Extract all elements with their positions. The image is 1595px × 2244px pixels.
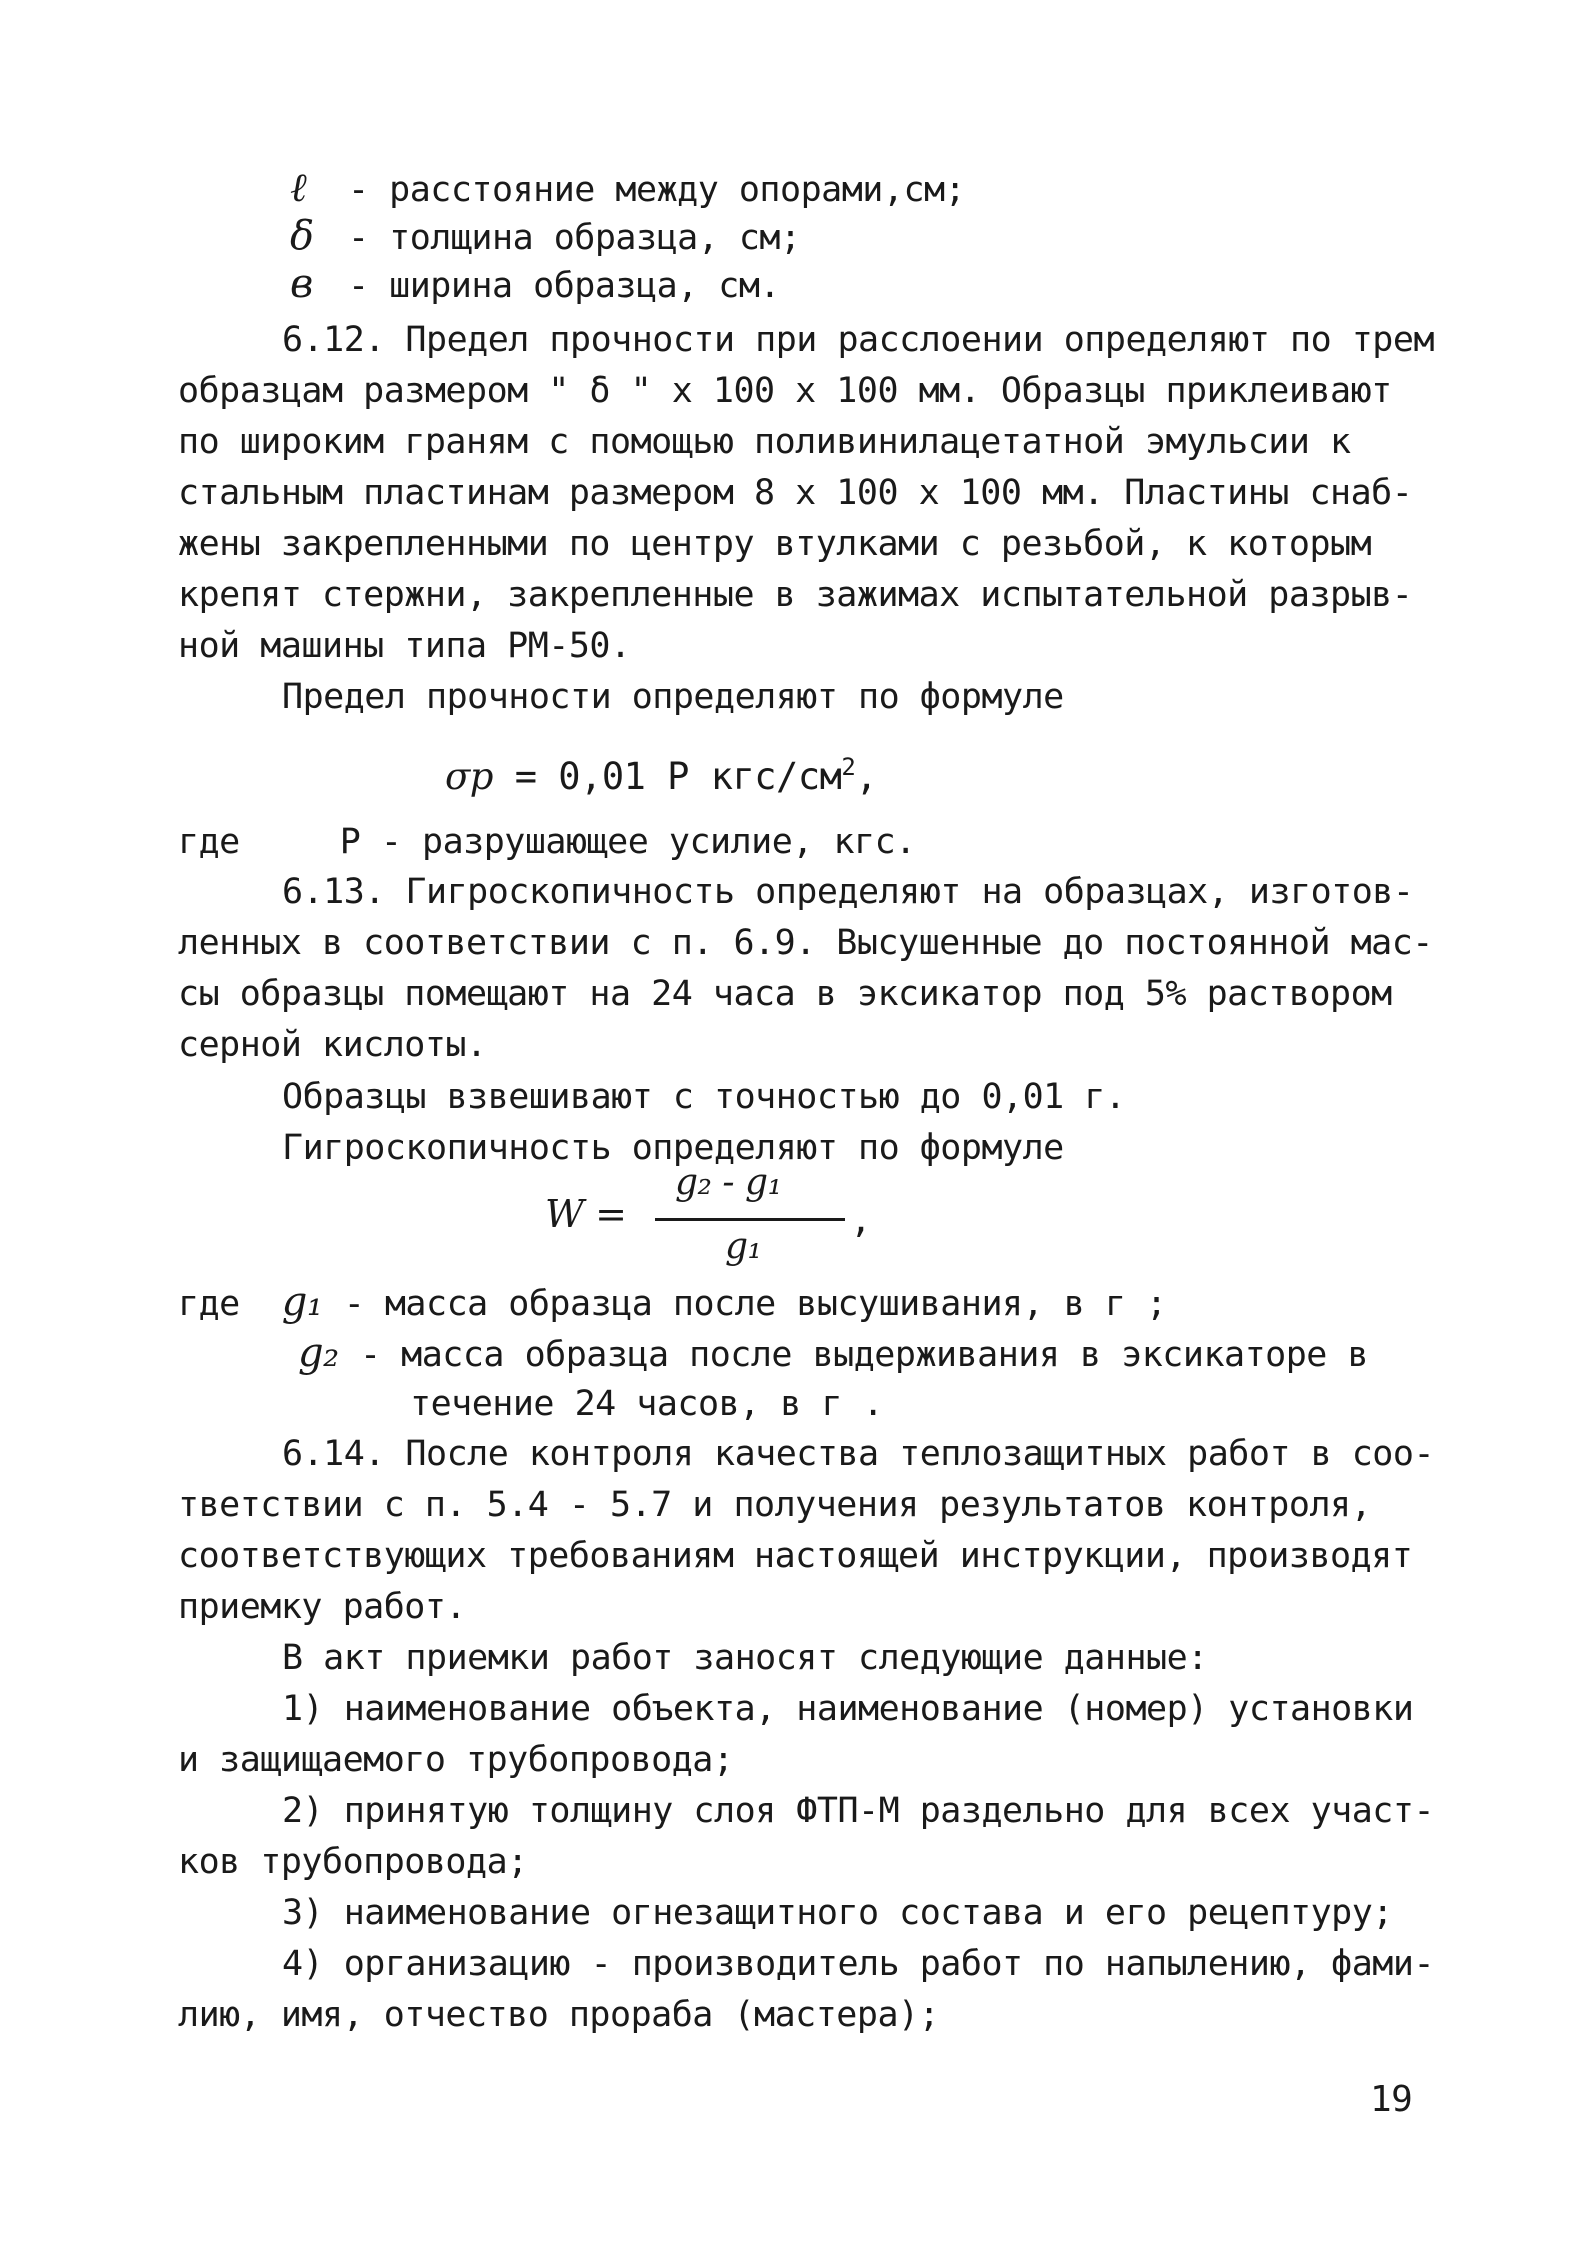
symbol-b: в [290,261,313,307]
formula2-fraction-bar [655,1218,845,1221]
def-b-text: - ширина образца, см. [348,266,781,306]
symbol-l: ℓ [290,165,307,211]
p612-line-7: ной машины типа РМ-50. [178,626,631,666]
p612-line-1: 6.12. Предел прочности при расслоении определяют по трем [282,320,1435,360]
def-delta-text: - толщина образца, см; [348,218,801,258]
where2-row1 [178,1280,1167,1326]
p612-line-5: жены закрепленными по центру втулками с резьбой, к которым [178,524,1372,564]
formula1-rhs: = 0,01 Р кгс/см [514,755,842,798]
p612-line-4: стальным пластинам размером 8 х 100 х 100 мм. Пластины снаб- [178,473,1413,513]
p612-line-3: по широким граням с помощью поливинилацетатной эмульсии к [178,422,1351,462]
p614-line-2: тветствии с п. 5.4 - 5.7 и получения результатов контроля, [178,1485,1372,1525]
p613-line-3: сы образцы помещают на 24 часа в эксикатор под 5% раствором [178,974,1392,1014]
formula2-denominator: g₁ [725,1226,762,1267]
p612-line-2: образцам размером " δ " х 100 х 100 мм. Образцы приклеивают [178,371,1392,411]
item-2-line-1: 2) принятую толщину слоя ФТП-М раздельно для всех участ- [282,1791,1435,1831]
def-b [290,262,780,308]
p613-line-2: ленных в соответствии с п. 6.9. Высушенные до постоянной мас- [178,923,1433,963]
where1 [178,820,916,864]
p614-line-1: 6.14. После контроля качества теплозащитных работ в соо- [282,1434,1435,1474]
def-delta [290,214,801,260]
formula1-lhs: σр [445,755,493,798]
item-3: 3) наименование огнезащитного состава и его рецептуру; [282,1893,1393,1933]
item-2-line-2: ков трубопровода; [178,1842,528,1882]
formula2-intro: Гигроскопичность определяют по формуле [282,1128,1064,1168]
act-intro: В акт приемки работ заносят следующие данные: [282,1638,1208,1678]
def-l-text: - расстояние между опорами,см; [348,170,966,210]
item-4-line-2: лию, имя, отчество прораба (мастера); [178,1995,940,2035]
item-4-line-1: 4) организацию - производитель работ по напылению, фами- [282,1944,1435,1984]
where2-row2 [298,1331,1368,1377]
item-1-line-2: и защищаемого трубопровода; [178,1740,734,1780]
p614-line-4: приемку работ. [178,1587,467,1627]
where2-g1-text: - масса образца после высушивания, в г ; [343,1284,1167,1324]
p614-line-3: соответствующих требованиям настоящей инструкции, производят [178,1536,1413,1576]
formula2-lhs: W = [545,1192,627,1236]
where2-g2-text: - масса образца после выдерживания в эксикаторе в [360,1335,1369,1375]
symbol-g1: g₁ [281,1279,323,1325]
p613-line-4: серной кислоты. [178,1025,487,1065]
formula1-tail: , [855,755,878,798]
where1-text: Р - разрушающее усилие, кгс. [339,822,916,862]
where2-label: где [178,1284,240,1324]
p613-line-1: 6.13. Гигроскопичность определяют на образцах, изготов- [282,872,1414,912]
where2-row3: течение 24 часов, в г . [410,1384,884,1424]
formula1 [445,755,877,799]
def-l [290,166,965,212]
weigh-text: Образцы взвешивают с точностью до 0,01 г. [282,1077,1126,1117]
formula1-exp: 2 [841,753,856,781]
p612-line-6: крепят стержни, закрепленные в зажимах испытательной разрыв- [178,575,1413,615]
where1-label: где [178,822,240,862]
symbol-delta: δ [290,213,314,259]
page-number: 19 [1370,2079,1413,2120]
formula2-numerator: g₂ - g₁ [675,1162,782,1203]
formula2-tail: , [850,1200,872,1241]
symbol-g2: g₂ [298,1330,339,1376]
formula1-intro: Предел прочности определяют по формуле [282,677,1064,717]
item-1-line-1: 1) наименование объекта, наименование (номер) установки [282,1689,1414,1729]
